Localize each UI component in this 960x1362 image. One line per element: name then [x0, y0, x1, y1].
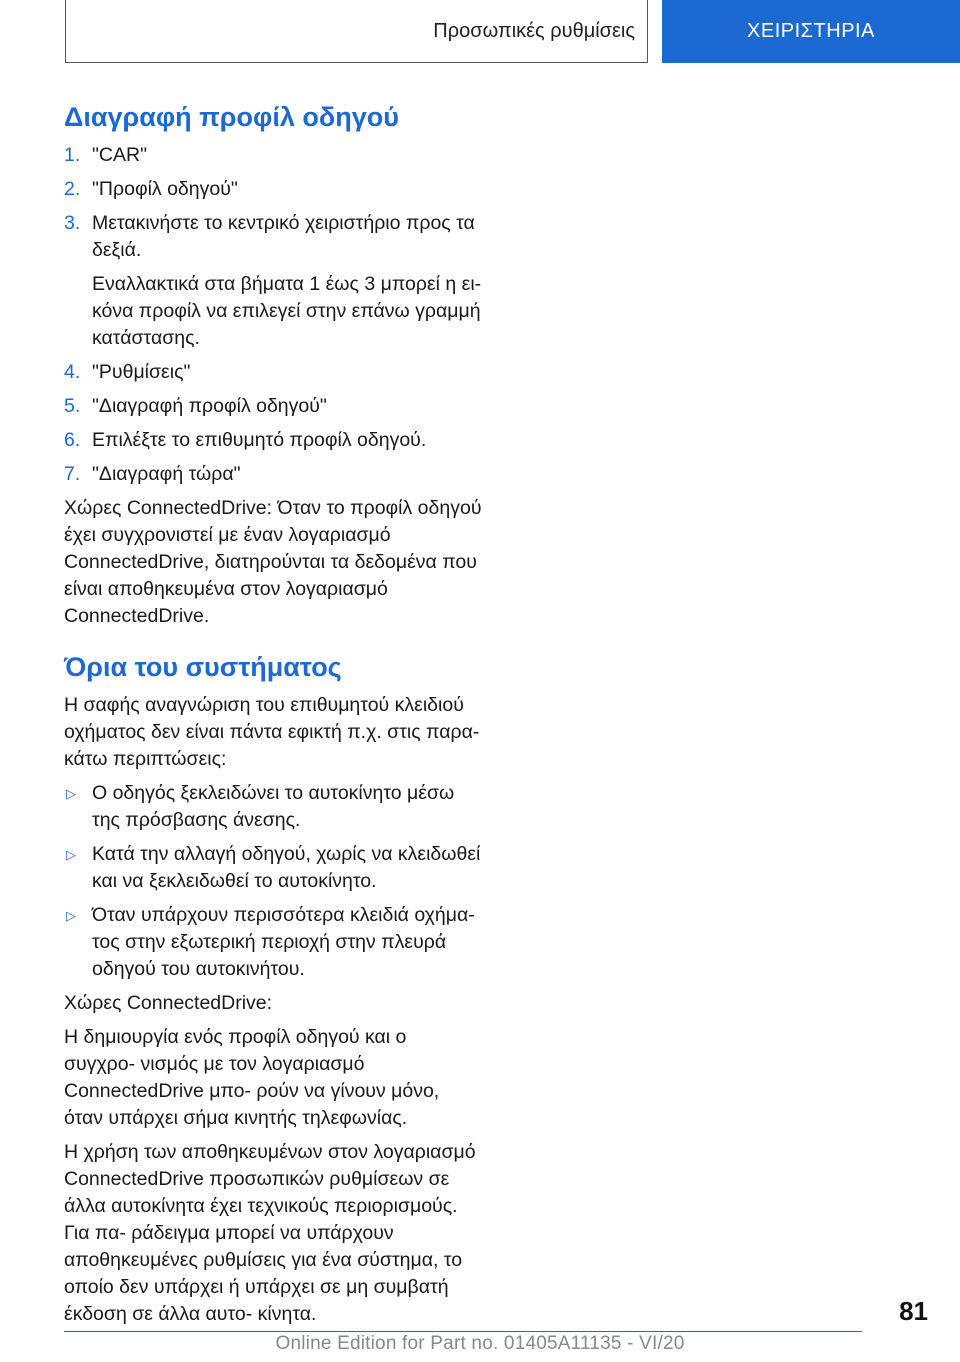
step-text: "Διαγραφή τώρα" — [92, 463, 241, 485]
step-text: "Διαγραφή προφίλ οδηγού" — [92, 395, 327, 417]
triangle-bullet-icon: ▷ — [66, 847, 76, 862]
step-note: Εναλλακτικά στα βήματα 1 έως 3 μπορεί η ει- κόνα προφίλ να επιλεγεί στην επάνω γραμμή κατάστασης. — [92, 273, 482, 349]
step-number: 1. — [64, 144, 81, 166]
page-number: 81 — [899, 1296, 928, 1326]
connecteddrive-note: Χώρες ConnectedDrive: Όταν το προφίλ οδηγού έχει συγχρονιστεί με έναν λογαριασμό ConnectedDrive, διατηρούνται τα δεδομένα που είναι αποθηκευμένα στον λογαριασμό ConnectedDrive. — [64, 497, 482, 627]
step-text: Μετακινήστε το κεντρικό χειριστήριο προς τα δεξιά. — [92, 212, 475, 261]
section-title-system-limits: Όρια του συστήματος — [64, 652, 342, 682]
connecteddrive-label: Χώρες ConnectedDrive: — [64, 992, 273, 1014]
step-number: 5. — [64, 395, 81, 417]
step-number: 4. — [64, 361, 81, 383]
step-text: "Ρυθμίσεις" — [92, 361, 191, 383]
step-text: "CAR" — [92, 144, 148, 166]
step-number: 2. — [64, 178, 81, 200]
step-number: 6. — [64, 429, 81, 451]
footer-edition: Online Edition for Part no. 01405A11135 - VI/20 — [275, 1333, 685, 1354]
limits-list-text: Όταν υπάρχουν περισσότερα κλειδιά οχήμα- τος στην εξωτερική περιοχή στην πλευρά οδηγού του αυτοκινήτου. — [92, 904, 475, 980]
limits-intro: Η σαφής αναγνώριση του επιθυμητού κλειδιού οχήματος δεν είναι πάντα εφικτή π.χ. στις παρα- κάτω περιπτώσεις: — [64, 694, 480, 770]
limits-list-text: Κατά την αλλαγή οδηγού, χωρίς να κλειδωθεί και να ξεκλειδωθεί το αυτοκίνητο. — [92, 843, 481, 892]
triangle-bullet-icon: ▷ — [66, 908, 76, 923]
step-item — [64, 461, 482, 488]
section-title-delete-profile: Διαγραφή προφίλ οδηγού — [64, 102, 399, 132]
header-section-title — [65, 0, 648, 63]
step-item — [64, 393, 482, 420]
step-item — [64, 142, 482, 169]
connecteddrive-paragraph-2: Η χρήση των αποθηκευμένων στον λογαριασμό ConnectedDrive προσωπικών ρυθμίσεων σε άλλα αυτοκίνητα έχει τεχνικούς περιορισμούς. Για πα- ράδειγμα μπορεί να υπάρχουν αποθηκευμένες ρυθμίσεις για ένα σύστημα, το οποίο δεν υπάρχει ή υπάρχει σε μη συμβατή έκδοση σε άλλα αυτο- κίνητα. — [64, 1141, 476, 1325]
header-chapter-tab — [662, 0, 960, 63]
header-chapter-label: ΧΕΙΡΙΣΤΗΡΙΑ — [747, 20, 875, 42]
limits-list-item — [64, 841, 482, 895]
step-item — [64, 359, 482, 386]
limits-list — [64, 780, 482, 983]
triangle-bullet-icon: ▷ — [66, 786, 76, 801]
step-number: 7. — [64, 463, 81, 485]
limits-list-item — [64, 780, 482, 834]
step-item — [64, 176, 482, 203]
step-text: Επιλέξτε το επιθυμητό προφίλ οδηγού. — [92, 429, 427, 451]
limits-list-item — [64, 902, 482, 983]
step-text: "Προφίλ οδηγού" — [92, 178, 238, 200]
main-content — [64, 100, 482, 1335]
step-item — [64, 427, 482, 454]
step-number: 3. — [64, 212, 81, 234]
steps-list — [64, 142, 482, 488]
step-item — [64, 210, 482, 352]
header-section-label: Προσωπικές ρυθμίσεις — [433, 19, 635, 42]
limits-list-text: Ο οδηγός ξεκλειδώνει το αυτοκίνητο μέσω της πρόσβασης άνεσης. — [92, 782, 455, 831]
footer-divider — [64, 1331, 862, 1332]
connecteddrive-paragraph-1: Η δημιουργία ενός προφίλ οδηγού και ο συγχρο- νισμός με τον λογαριασμό ConnectedDrive μπο- ρούν να γίνουν μόνο, όταν υπάρχει σήμα κινητής τηλεφωνίας. — [64, 1026, 440, 1129]
